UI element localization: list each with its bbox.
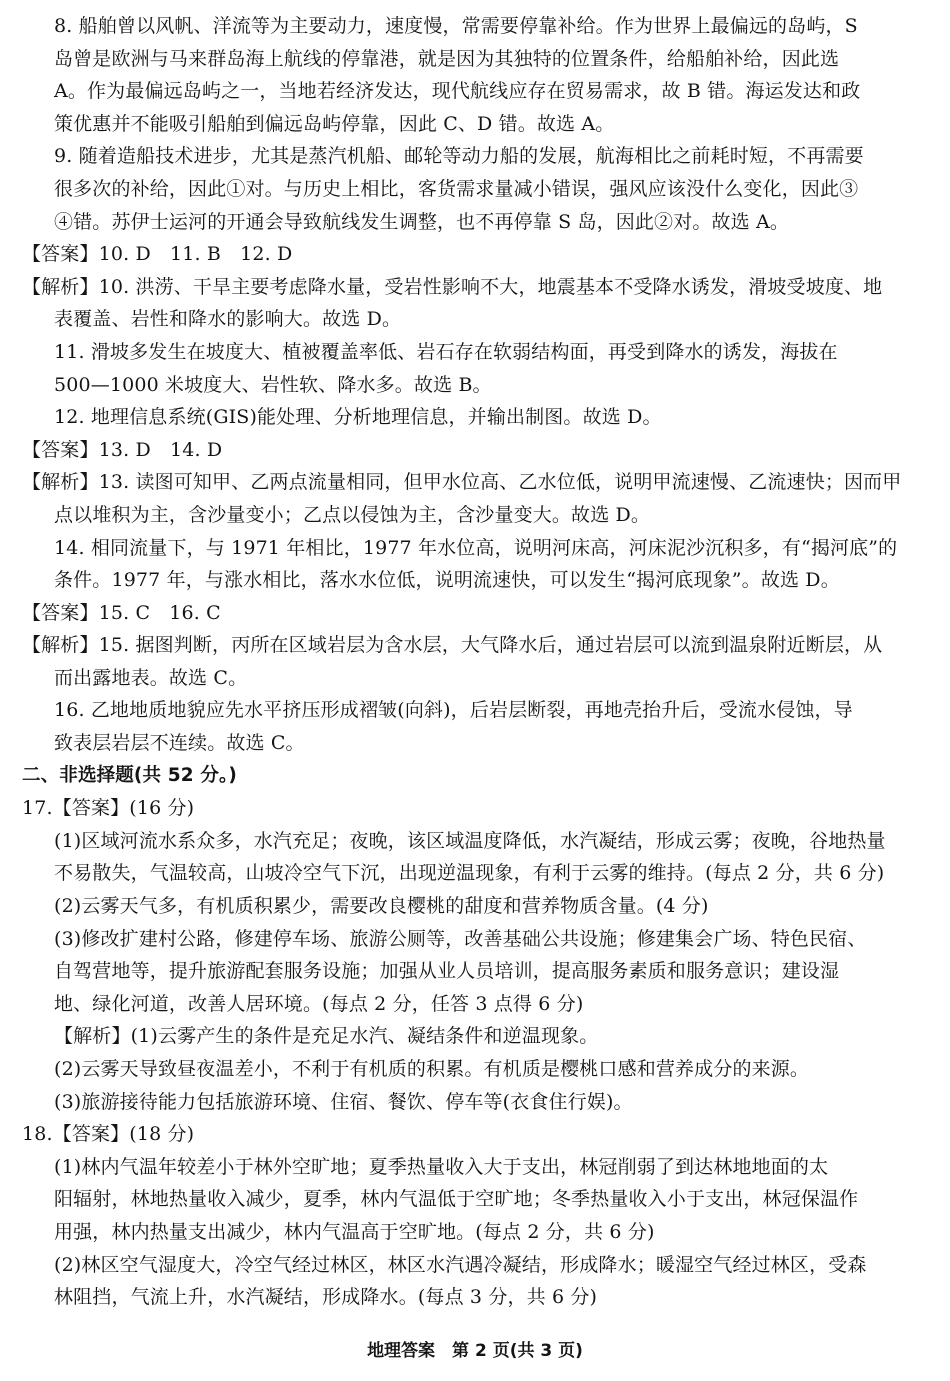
text-line: (3)旅游接待能力包括旅游环境、住宿、餐饮、停车等(衣食住行娱)。 — [54, 1090, 633, 1113]
text-line: 500—1000 米坡度大、岩性软、降水多。故选 B。 — [54, 373, 492, 396]
text-line: 很多次的补给，因此①对。与历史上相比，客货需求量减小错误，强风应该没什么变化，因此③ — [54, 177, 859, 200]
analysis-line: 【解析】(1)云雾产生的条件是充足水汽、凝结条件和逆温现象。 — [54, 1025, 599, 1048]
analysis-line: 【解析】10. 洪涝、干旱主要考虑降水量，受岩性影响不大，地震基本不受降水诱发，滑坡受坡度、地 — [22, 275, 883, 298]
text-line: (2)云雾天导致昼夜温差小，不利于有机质的积累。有机质是樱桃口感和营养成分的来源。 — [54, 1058, 810, 1080]
text-line: 致表层岩层不连续。故选 C。 — [54, 732, 305, 755]
text-line: 岛曾是欧洲与马来群岛海上航线的停靠港，就是因为其独特的位置条件，给船舶补给，因此选 — [54, 47, 840, 70]
section-heading: 二、非选择题(共 52 分。) — [22, 764, 238, 786]
text-line: (1)林内气温年较差小于林外空旷地；夏季热量收入大于支出，林冠削弱了到达林地地面的太 — [54, 1155, 829, 1178]
answer-key: 【答案】13. D 14. D — [22, 438, 223, 461]
text-line: (2)林区空气湿度大，冷空气经过林区，林区水汽遇冷凝结，形成降水；暖湿空气经过林区，受森 — [54, 1253, 867, 1276]
text-line: 林阻挡，气流上升，水汽凝结，形成降水。(每点 3 分，共 6 分) — [54, 1286, 598, 1309]
text-line: 阳辐射，林地热量收入减少，夏季，林内气温低于空旷地；冬季热量收入小于支出，林冠保温作 — [54, 1188, 859, 1211]
text-line: 8. 船舶曾以风帆、洋流等为主要动力，速度慢，常需要停靠补给。作为世界上最偏远的岛屿，S — [54, 15, 858, 37]
text-line: A。作为最偏远岛屿之一，当地若经济发达，现代航线应存在贸易需求，故 B 错。海运发达和政 — [54, 80, 861, 103]
question-heading: 18.【答案】(18 分) — [22, 1123, 195, 1146]
analysis-line: 【解析】13. 读图可知甲、乙两点流量相同，但甲水位高、乙水位低，说明甲流速慢、乙流速快；因而甲 — [22, 471, 902, 494]
text-line: 12. 地理信息系统(GIS)能处理、分析地理信息，并输出制图。故选 D。 — [54, 406, 662, 429]
text-line: 不易散失，气温较高，山坡冷空气下沉，出现逆温现象，有利于云雾的维持。(每点 2 分，共 6 分) — [54, 862, 885, 885]
answer-body — [22, 10, 934, 1314]
page-footer: 地理答案 第 2 页(共 3 页) — [367, 1341, 583, 1361]
text-line: ④错。苏伊士运河的开通会导致航线发生调整，也不再停靠 S 岛，因此②对。故选 A。 — [54, 210, 790, 233]
text-line: 而出露地表。故选 C。 — [54, 666, 248, 689]
text-line: 14. 相同流量下，与 1971 年相比，1977 年水位高，说明河床高，河床泥沙沉积多，有“揭河底”的 — [54, 536, 898, 559]
text-line: (3)修改扩建村公路，修建停车场、旅游公厕等，改善基础公共设施；修建集会广场、特色民宿、 — [54, 927, 867, 950]
answer-key: 【答案】10. D 11. B 12. D — [22, 243, 293, 266]
text-line: 地、绿化河道，改善人居环境。(每点 2 分，任答 3 点得 6 分) — [54, 992, 584, 1015]
text-line: 自驾营地等，提升旅游配套服务设施；加强从业人员培训，提高服务素质和服务意识；建设湿 — [54, 960, 840, 983]
text-line: (1)区域河流水系众多，水汽充足；夜晚，该区域温度降低，水汽凝结，形成云雾；夜晚，谷地热量 — [54, 829, 886, 852]
text-line: (2)云雾天气多，有机质积累少，需要改良樱桃的甜度和营养物质含量。(4 分) — [54, 895, 709, 918]
text-line: 用强，林内热量支出减少，林内气温高于空旷地。(每点 2 分，共 6 分) — [54, 1220, 655, 1243]
analysis-line: 【解析】15. 据图判断，丙所在区域岩层为含水层，大气降水后，通过岩层可以流到温泉附近断层，从 — [22, 634, 883, 657]
text-line: 点以堆积为主，含沙量变小；乙点以侵蚀为主，含沙量变大。故选 D。 — [54, 503, 651, 526]
question-heading: 17.【答案】(16 分) — [22, 797, 195, 820]
text-line: 策优惠并不能吸引船舶到偏远岛屿停靠，因此 C、D 错。故选 A。 — [54, 112, 615, 135]
text-line: 条件。1977 年，与涨水相比，落水水位低，说明流速快，可以发生“揭河底现象”。故选 D。 — [54, 569, 840, 592]
text-line: 16. 乙地地质地貌应先水平挤压形成褶皱(向斜)，后岩层断裂，再地壳抬升后，受流水侵蚀，导 — [54, 699, 853, 722]
text-line: 表覆盖、岩性和降水的影响大。故选 D。 — [54, 308, 402, 331]
answer-key: 【答案】15. C 16. C — [22, 601, 221, 624]
text-line: 9. 随着造船技术进步，尤其是蒸汽机船、邮轮等动力船的发展，航海相比之前耗时短，不再需要 — [54, 145, 864, 168]
text-line: 11. 滑坡多发生在坡度大、植被覆盖率低、岩石存在软弱结构面，再受到降水的诱发，海拔在 — [54, 340, 838, 363]
